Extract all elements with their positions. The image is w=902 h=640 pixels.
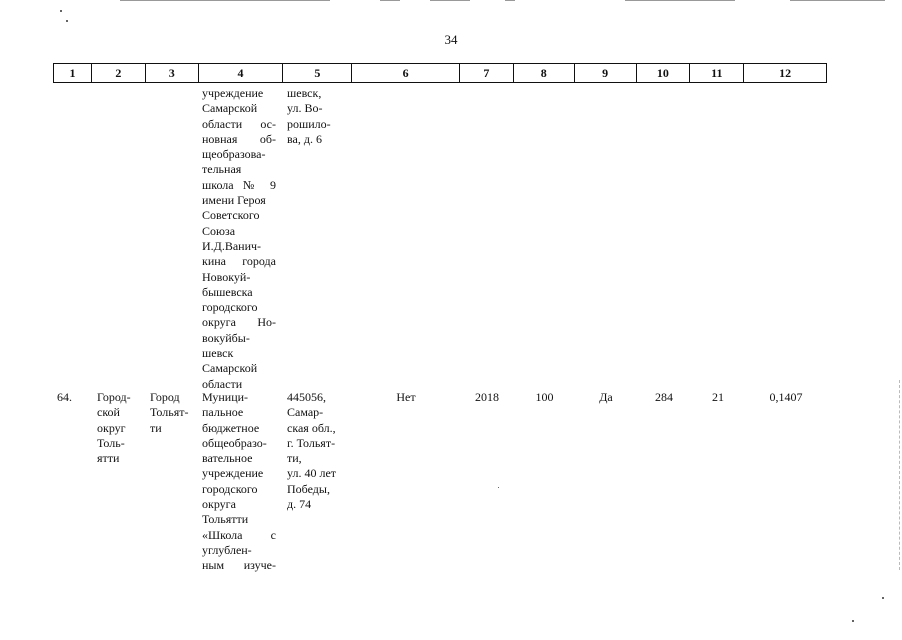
header-cell-12: 12: [779, 65, 792, 80]
text-line: Союза: [202, 223, 236, 238]
text-line: шевск,: [287, 86, 322, 100]
header-cell-10: 10: [637, 64, 691, 82]
text-line: Новокуй-: [202, 269, 251, 284]
header-cell-8: 8: [514, 64, 575, 82]
text-line: имени Героя: [202, 193, 266, 208]
text-line: г. Тольят-: [287, 435, 336, 450]
text-line: ская обл.,: [287, 420, 336, 435]
text-line: округ: [97, 420, 126, 435]
text-line: учреждение: [202, 86, 264, 100]
row64-col3-cell: [150, 390, 198, 436]
row64-col8-value: 100: [535, 390, 554, 404]
text-line: ти: [150, 420, 162, 435]
header-cell-5: 5: [283, 64, 352, 82]
scan-speck: [66, 20, 68, 22]
scan-speck: [852, 620, 854, 622]
page-number: 34: [444, 32, 458, 47]
text-line: ным изуче-: [202, 558, 276, 573]
row64-col1-number: 64.: [57, 390, 72, 404]
text-line: вательное: [202, 451, 253, 466]
header-cell-9: 9: [575, 64, 637, 82]
table-header-row: [53, 63, 827, 83]
row64-col2-cell: [97, 390, 145, 466]
header-cell-3: 3: [146, 64, 199, 82]
header-cell-6: 6: [352, 64, 460, 82]
text-line: щеобразова-: [202, 147, 266, 162]
text-line: области: [202, 376, 243, 391]
text-line: рошило-: [287, 116, 331, 131]
text-line: общеобразо-: [202, 435, 267, 450]
row64-col4-cell: [202, 390, 276, 574]
text-line: Победы,: [287, 481, 330, 496]
text-line: Самарской: [202, 361, 258, 376]
row64-col5-cell: [287, 390, 349, 512]
header-cell-4: 4: [199, 64, 284, 82]
text-line: пальное: [202, 405, 244, 420]
text-line: шевск: [202, 346, 234, 361]
row64-col6-value: Нет: [396, 390, 416, 404]
text-line: ул. 40 лет: [287, 466, 337, 481]
text-line: ул. Во-: [287, 101, 323, 116]
row64-col9-value: Да: [599, 390, 613, 404]
text-line: кина города: [202, 254, 276, 269]
scan-speck: [882, 597, 884, 599]
scan-speck: [498, 487, 499, 488]
header-cell-11: 11: [690, 64, 744, 82]
text-line: новная об-: [202, 131, 276, 146]
header-cell-2: 2: [92, 64, 146, 82]
text-line: учреждение: [202, 466, 264, 481]
continuation-col5-cell: [287, 86, 349, 147]
text-line: И.Д.Ванич-: [202, 238, 262, 253]
text-line: школа № 9: [202, 177, 276, 192]
text-line: бышевска: [202, 284, 253, 299]
text-line: ской: [97, 405, 120, 420]
text-line: Самарской: [202, 101, 258, 116]
text-line: «Школа с: [202, 527, 276, 542]
row64-col7-value: 2018: [475, 390, 499, 404]
text-line: тельная: [202, 162, 242, 177]
text-line: ти,: [287, 451, 302, 466]
text-line: области ос-: [202, 116, 276, 131]
text-line: вокуйбы-: [202, 330, 250, 345]
text-line: 445056,: [287, 390, 326, 404]
row64-col11-value: 21: [712, 390, 724, 404]
text-line: углублен-: [202, 542, 252, 557]
text-line: Город-: [97, 390, 131, 404]
scan-top-edge: [0, 0, 902, 4]
row64-col12-value: 0,1407: [769, 390, 803, 404]
text-line: бюджетное: [202, 420, 260, 435]
text-line: городского: [202, 481, 258, 496]
text-line: ва, д. 6: [287, 131, 322, 146]
text-line: Толь-: [97, 435, 125, 450]
text-line: Тольят-: [150, 405, 189, 420]
text-line: Муници-: [202, 390, 249, 404]
text-line: Самар-: [287, 405, 324, 420]
text-line: Город: [150, 390, 180, 404]
text-line: ятти: [97, 451, 120, 466]
text-line: городского: [202, 300, 258, 315]
scan-speck: [60, 10, 62, 12]
text-line: Тольятти: [202, 512, 249, 527]
header-cell-7: 7: [460, 64, 514, 82]
text-line: округа Но-: [202, 315, 276, 330]
text-line: д. 74: [287, 497, 312, 512]
continuation-col4-cell: [202, 86, 276, 392]
text-line: округа: [202, 497, 236, 512]
header-cell-1: 1: [54, 64, 92, 82]
text-line: Советского: [202, 208, 260, 223]
row64-col10-value: 284: [655, 390, 673, 404]
scan-right-edge: [899, 380, 901, 570]
